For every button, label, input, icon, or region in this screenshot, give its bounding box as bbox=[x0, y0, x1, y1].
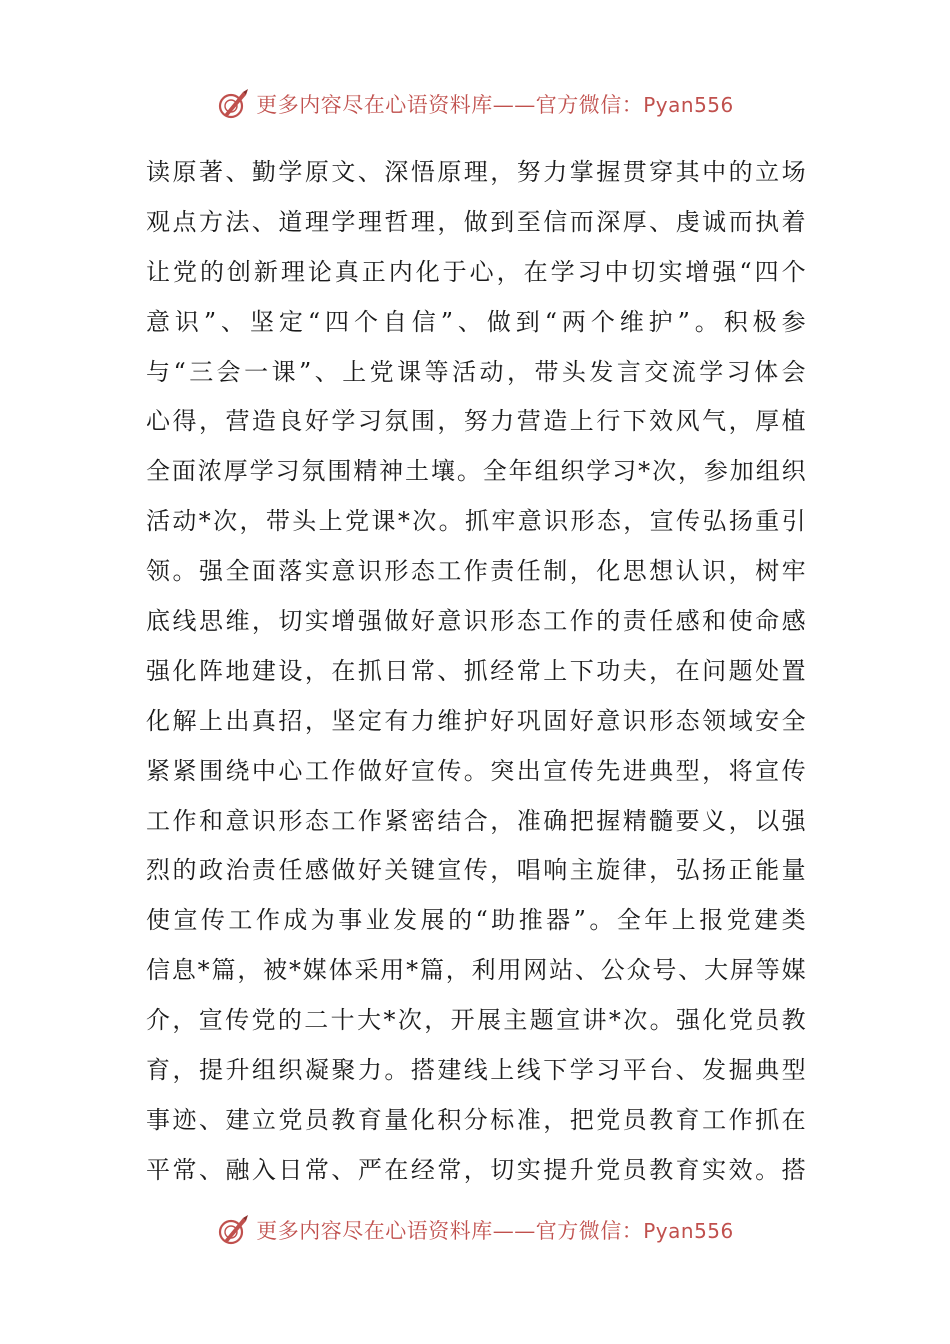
body-line: 平常、融入日常、严在经常，切实提升党员教育实效。搭 bbox=[146, 1155, 806, 1184]
document-body bbox=[146, 148, 806, 1196]
body-line: 育，提升组织凝聚力。搭建线上线下学习平台、发掘典型 bbox=[146, 1056, 806, 1085]
body-line: 使宣传工作成为事业发展的“助推器”。全年上报党建类 bbox=[146, 906, 806, 935]
body-line: 强化阵地建设，在抓日常、抓经常上下功夫，在问题处置 bbox=[146, 656, 806, 685]
watermark-wechat-label: 官方微信： bbox=[535, 1219, 644, 1243]
body-line: 介，宣传党的二十大*次，开展主题宣讲*次。强化党员教 bbox=[146, 1006, 806, 1035]
body-line: 意识”、坚定“四个自信”、做到“两个维护”。积极参 bbox=[146, 307, 806, 336]
body-line: 事迹、建立党员教育量化积分标准，把党员教育工作抓在 bbox=[146, 1105, 806, 1134]
body-line: 工作和意识形态工作紧密结合，准确把握精髓要义，以强 bbox=[146, 806, 806, 835]
watermark-text bbox=[256, 1215, 734, 1245]
watermark-wechat-id: Pyan556 bbox=[643, 1219, 734, 1243]
body-line: 观点方法、道理学理哲理，做到至信而深厚、虔诚而执着 bbox=[146, 207, 806, 236]
body-line: 让党的创新理论真正内化于心，在学习中切实增强“四个 bbox=[146, 257, 806, 286]
footer-watermark bbox=[0, 1210, 950, 1250]
body-line: 烈的政治责任感做好关键宣传，唱响主旋律，弘扬正能量 bbox=[146, 856, 806, 885]
quill-pen-logo-icon bbox=[216, 87, 250, 121]
body-line: 活动*次，带头上党课*次。抓牢意识形态，宣传弘扬重引 bbox=[146, 507, 806, 536]
header-watermark bbox=[0, 84, 950, 124]
body-line: 底线思维，切实增强做好意识形态工作的责任感和使命感 bbox=[146, 607, 806, 636]
watermark-library-text: 更多内容尽在心语资料库 bbox=[256, 93, 493, 117]
body-line: 全面浓厚学习氛围精神土壤。全年组织学习*次，参加组织 bbox=[146, 457, 806, 486]
body-line: 读原著、勤学原文、深悟原理，努力掌握贯穿其中的立场 bbox=[146, 158, 806, 186]
watermark-library-text: 更多内容尽在心语资料库 bbox=[256, 1219, 493, 1243]
body-line: 与“三会一课”、上党课等活动，带头发言交流学习体会 bbox=[146, 357, 806, 386]
body-line: 紧紧围绕中心工作做好宣传。突出宣传先进典型，将宣传 bbox=[146, 756, 806, 785]
watermark-dash: —— bbox=[492, 1219, 536, 1243]
body-line: 化解上出真招，坚定有力维护好巩固好意识形态领域安全 bbox=[146, 706, 806, 735]
watermark-text bbox=[256, 89, 734, 119]
body-line: 领。强全面落实意识形态工作责任制，化思想认识，树牢 bbox=[146, 557, 806, 586]
body-line: 心得，营造良好学习氛围，努力营造上行下效风气，厚植 bbox=[146, 407, 806, 436]
watermark-wechat-id: Pyan556 bbox=[643, 93, 734, 117]
watermark-wechat-label: 官方微信： bbox=[535, 93, 644, 117]
quill-pen-logo-icon bbox=[216, 1213, 250, 1247]
watermark-dash: —— bbox=[492, 93, 536, 117]
body-line: 信息*篇，被*媒体采用*篇，利用网站、公众号、大屏等媒 bbox=[146, 956, 806, 985]
